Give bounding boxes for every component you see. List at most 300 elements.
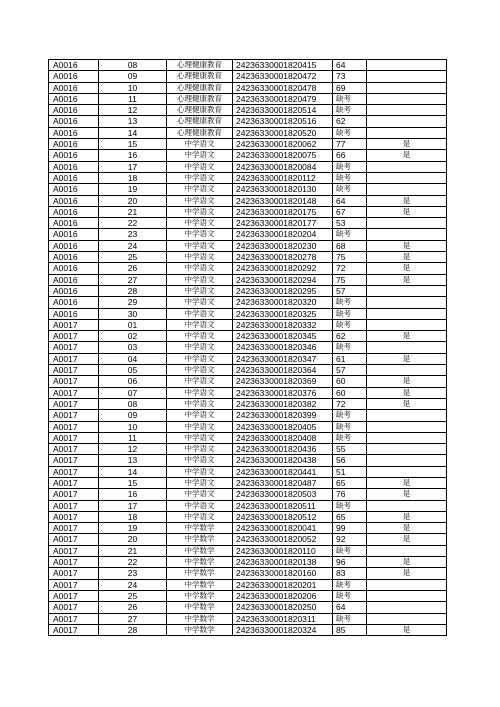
exam-number-cell: 24236330001820311 [233,613,333,624]
position-code-cell: A0016 [49,218,99,229]
seat-number-cell: 18 [99,172,167,183]
exam-number-cell: 24236330001820408 [233,432,333,443]
score-cell: 缺考 [333,410,367,421]
exam-number-cell: 24236330001820294 [233,274,333,285]
seat-number-cell: 24 [99,579,167,590]
exam-number-cell: 24236330001820512 [233,511,333,522]
subject-cell: 中学语文 [167,206,233,217]
table-row [49,365,447,376]
seat-number-cell: 01 [99,319,167,330]
qualified-flag-cell: 是 [367,557,447,568]
subject-cell: 中学语文 [167,421,233,432]
score-cell: 缺考 [333,229,367,240]
table-row [49,432,447,443]
seat-number-cell: 23 [99,568,167,579]
position-code-cell: A0017 [49,466,99,477]
qualified-flag-cell: 是 [367,568,447,579]
score-cell: 68 [333,240,367,251]
subject-cell: 中学语文 [167,489,233,500]
exam-number-cell: 24236330001820436 [233,444,333,455]
score-cell: 缺考 [333,432,367,443]
table-row [49,500,447,511]
qualified-flag-cell [367,545,447,556]
position-code-cell: A0016 [49,60,99,71]
subject-cell: 心理健康教育 [167,60,233,71]
subject-cell: 中学语文 [167,432,233,443]
score-cell: 缺考 [333,161,367,172]
qualified-flag-cell [367,116,447,127]
position-code-cell: A0016 [49,82,99,93]
score-cell: 64 [333,60,367,71]
position-code-cell: A0017 [49,477,99,488]
subject-cell: 中学语文 [167,365,233,376]
subject-cell: 中学语文 [167,387,233,398]
score-cell: 96 [333,557,367,568]
qualified-flag-cell [367,184,447,195]
score-cell: 61 [333,353,367,364]
qualified-flag-cell: 是 [367,331,447,342]
exam-number-cell: 24236330001820441 [233,466,333,477]
qualified-flag-cell: 是 [367,195,447,206]
seat-number-cell: 13 [99,455,167,466]
table-row [49,590,447,601]
seat-number-cell: 15 [99,477,167,488]
seat-number-cell: 08 [99,60,167,71]
subject-cell: 中学数学 [167,613,233,624]
score-cell: 55 [333,444,367,455]
table-row [49,116,447,127]
exam-number-cell: 24236330001820110 [233,545,333,556]
position-code-cell: A0017 [49,353,99,364]
subject-cell: 中学语文 [167,240,233,251]
seat-number-cell: 27 [99,274,167,285]
table-row [49,184,447,195]
score-cell: 66 [333,150,367,161]
score-cell: 92 [333,534,367,545]
position-code-cell: A0017 [49,545,99,556]
subject-cell: 中学语文 [167,195,233,206]
score-cell: 85 [333,624,367,635]
score-cell: 69 [333,82,367,93]
seat-number-cell: 25 [99,590,167,601]
score-cell: 缺考 [333,342,367,353]
score-cell: 缺考 [333,105,367,116]
table-row [49,252,447,263]
position-code-cell: A0016 [49,184,99,195]
exam-number-cell: 24236330001820345 [233,331,333,342]
table-row [49,127,447,138]
seat-number-cell: 23 [99,229,167,240]
exam-number-cell: 24236330001820516 [233,116,333,127]
exam-number-cell: 24236330001820052 [233,534,333,545]
results-table [48,59,447,636]
seat-number-cell: 05 [99,365,167,376]
exam-number-cell: 24236330001820479 [233,93,333,104]
subject-cell: 中学语文 [167,376,233,387]
exam-number-cell: 24236330001820138 [233,557,333,568]
seat-number-cell: 21 [99,206,167,217]
seat-number-cell: 11 [99,93,167,104]
table-row [49,410,447,421]
score-cell: 53 [333,218,367,229]
score-cell: 57 [333,365,367,376]
position-code-cell: A0016 [49,274,99,285]
score-cell: 缺考 [333,308,367,319]
seat-number-cell: 29 [99,297,167,308]
position-code-cell: A0017 [49,613,99,624]
exam-number-cell: 24236330001820160 [233,568,333,579]
subject-cell: 中学语文 [167,444,233,455]
subject-cell: 中学语文 [167,150,233,161]
subject-cell: 中学语文 [167,172,233,183]
seat-number-cell: 20 [99,195,167,206]
subject-cell: 中学语文 [167,252,233,263]
qualified-flag-cell [367,365,447,376]
score-cell: 76 [333,489,367,500]
exam-number-cell: 24236330001820438 [233,455,333,466]
qualified-flag-cell: 是 [367,489,447,500]
subject-cell: 中学语文 [167,218,233,229]
qualified-flag-cell [367,127,447,138]
position-code-cell: A0017 [49,319,99,330]
score-cell: 75 [333,252,367,263]
exam-number-cell: 24236330001820364 [233,365,333,376]
qualified-flag-cell [367,602,447,613]
exam-number-cell: 24236330001820175 [233,206,333,217]
table-row [49,489,447,500]
seat-number-cell: 14 [99,127,167,138]
exam-number-cell: 24236330001820062 [233,139,333,150]
score-cell: 62 [333,331,367,342]
position-code-cell: A0016 [49,297,99,308]
position-code-cell: A0017 [49,365,99,376]
table-row [49,624,447,635]
table-row [49,477,447,488]
position-code-cell: A0016 [49,252,99,263]
exam-number-cell: 24236330001820415 [233,60,333,71]
exam-number-cell: 24236330001820487 [233,477,333,488]
exam-number-cell: 24236330001820177 [233,218,333,229]
qualified-flag-cell [367,613,447,624]
seat-number-cell: 09 [99,71,167,82]
qualified-flag-cell: 是 [367,274,447,285]
score-cell: 77 [333,139,367,150]
position-code-cell: A0016 [49,240,99,251]
table-row [49,93,447,104]
seat-number-cell: 30 [99,308,167,319]
subject-cell: 中学语文 [167,477,233,488]
seat-number-cell: 25 [99,252,167,263]
position-code-cell: A0017 [49,342,99,353]
exam-number-cell: 24236330001820278 [233,252,333,263]
exam-number-cell: 24236330001820399 [233,410,333,421]
exam-number-cell: 24236330001820130 [233,184,333,195]
subject-cell: 心理健康教育 [167,82,233,93]
position-code-cell: A0016 [49,195,99,206]
position-code-cell: A0017 [49,331,99,342]
position-code-cell: A0016 [49,308,99,319]
qualified-flag-cell: 是 [367,624,447,635]
subject-cell: 中学语文 [167,184,233,195]
subject-cell: 中学语文 [167,511,233,522]
seat-number-cell: 09 [99,410,167,421]
qualified-flag-cell: 是 [367,263,447,274]
exam-number-cell: 24236330001820472 [233,71,333,82]
table-row [49,579,447,590]
qualified-flag-cell [367,161,447,172]
table-row [49,421,447,432]
score-cell: 缺考 [333,545,367,556]
position-code-cell: A0016 [49,93,99,104]
position-code-cell: A0017 [49,387,99,398]
qualified-flag-cell [367,444,447,455]
qualified-flag-cell [367,455,447,466]
subject-cell: 中学语文 [167,263,233,274]
position-code-cell: A0017 [49,489,99,500]
score-cell: 缺考 [333,319,367,330]
seat-number-cell: 11 [99,432,167,443]
position-code-cell: A0017 [49,624,99,635]
subject-cell: 中学数学 [167,602,233,613]
position-code-cell: A0017 [49,432,99,443]
table-row [49,613,447,624]
qualified-flag-cell [367,60,447,71]
seat-number-cell: 12 [99,444,167,455]
score-cell: 缺考 [333,127,367,138]
score-cell: 缺考 [333,579,367,590]
exam-number-cell: 24236330001820511 [233,500,333,511]
score-cell: 缺考 [333,93,367,104]
score-cell: 73 [333,71,367,82]
table-row [49,161,447,172]
qualified-flag-cell: 是 [367,523,447,534]
exam-number-cell: 24236330001820347 [233,353,333,364]
table-row [49,218,447,229]
exam-number-cell: 24236330001820295 [233,285,333,296]
position-code-cell: A0017 [49,557,99,568]
table-row [49,60,447,71]
position-code-cell: A0017 [49,421,99,432]
qualified-flag-cell [367,432,447,443]
position-code-cell: A0016 [49,285,99,296]
exam-number-cell: 24236330001820148 [233,195,333,206]
qualified-flag-cell [367,590,447,601]
position-code-cell: A0017 [49,579,99,590]
subject-cell: 中学语文 [167,398,233,409]
position-code-cell: A0016 [49,105,99,116]
qualified-flag-cell [367,308,447,319]
qualified-flag-cell [367,285,447,296]
seat-number-cell: 14 [99,466,167,477]
score-cell: 缺考 [333,172,367,183]
seat-number-cell: 15 [99,139,167,150]
score-cell: 缺考 [333,421,367,432]
position-code-cell: A0017 [49,500,99,511]
table-row [49,342,447,353]
position-code-cell: A0017 [49,455,99,466]
exam-number-cell: 24236330001820292 [233,263,333,274]
results-table-body [49,60,447,636]
position-code-cell: A0017 [49,590,99,601]
exam-number-cell: 24236330001820324 [233,624,333,635]
qualified-flag-cell: 是 [367,376,447,387]
seat-number-cell: 10 [99,421,167,432]
table-row [49,285,447,296]
score-cell: 57 [333,285,367,296]
seat-number-cell: 22 [99,557,167,568]
position-code-cell: A0017 [49,444,99,455]
table-row [49,398,447,409]
exam-number-cell: 24236330001820520 [233,127,333,138]
exam-number-cell: 24236330001820206 [233,590,333,601]
exam-number-cell: 24236330001820075 [233,150,333,161]
qualified-flag-cell: 是 [367,534,447,545]
table-row [49,455,447,466]
qualified-flag-cell [367,218,447,229]
qualified-flag-cell: 是 [367,398,447,409]
position-code-cell: A0016 [49,161,99,172]
seat-number-cell: 24 [99,240,167,251]
seat-number-cell: 21 [99,545,167,556]
qualified-flag-cell [367,579,447,590]
subject-cell: 中学数学 [167,545,233,556]
exam-number-cell: 24236330001820041 [233,523,333,534]
subject-cell: 中学数学 [167,590,233,601]
position-code-cell: A0017 [49,376,99,387]
subject-cell: 中学语文 [167,308,233,319]
subject-cell: 中学语文 [167,331,233,342]
seat-number-cell: 28 [99,285,167,296]
subject-cell: 中学语文 [167,410,233,421]
seat-number-cell: 17 [99,500,167,511]
table-row [49,308,447,319]
subject-cell: 中学语文 [167,455,233,466]
subject-cell: 心理健康教育 [167,127,233,138]
seat-number-cell: 16 [99,489,167,500]
score-cell: 65 [333,511,367,522]
position-code-cell: A0017 [49,602,99,613]
subject-cell: 中学语文 [167,353,233,364]
qualified-flag-cell [367,297,447,308]
subject-cell: 心理健康教育 [167,105,233,116]
exam-number-cell: 24236330001820405 [233,421,333,432]
seat-number-cell: 22 [99,218,167,229]
qualified-flag-cell [367,229,447,240]
qualified-flag-cell: 是 [367,240,447,251]
table-row [49,376,447,387]
seat-number-cell: 02 [99,331,167,342]
table-row [49,319,447,330]
table-row [49,82,447,93]
table-row [49,274,447,285]
table-row [49,263,447,274]
score-cell: 缺考 [333,500,367,511]
table-row [49,71,447,82]
subject-cell: 中学数学 [167,568,233,579]
score-cell: 72 [333,263,367,274]
position-code-cell: A0017 [49,568,99,579]
exam-number-cell: 24236330001820320 [233,297,333,308]
subject-cell: 中学语文 [167,319,233,330]
seat-number-cell: 20 [99,534,167,545]
qualified-flag-cell: 是 [367,206,447,217]
position-code-cell: A0016 [49,150,99,161]
subject-cell: 心理健康教育 [167,71,233,82]
table-row [49,534,447,545]
table-row [49,240,447,251]
seat-number-cell: 27 [99,613,167,624]
table-row [49,139,447,150]
position-code-cell: A0017 [49,511,99,522]
subject-cell: 中学语文 [167,500,233,511]
position-code-cell: A0016 [49,229,99,240]
subject-cell: 中学语文 [167,285,233,296]
qualified-flag-cell [367,342,447,353]
exam-number-cell: 24236330001820346 [233,342,333,353]
qualified-flag-cell [367,466,447,477]
qualified-flag-cell: 是 [367,139,447,150]
seat-number-cell: 13 [99,116,167,127]
subject-cell: 心理健康教育 [167,93,233,104]
subject-cell: 中学语文 [167,229,233,240]
position-code-cell: A0017 [49,410,99,421]
exam-number-cell: 24236330001820376 [233,387,333,398]
score-cell: 62 [333,116,367,127]
exam-number-cell: 24236330001820250 [233,602,333,613]
score-cell: 64 [333,195,367,206]
score-cell: 56 [333,455,367,466]
seat-number-cell: 07 [99,387,167,398]
exam-number-cell: 24236330001820369 [233,376,333,387]
position-code-cell: A0017 [49,523,99,534]
exam-number-cell: 24236330001820201 [233,579,333,590]
subject-cell: 心理健康教育 [167,116,233,127]
qualified-flag-cell [367,93,447,104]
table-row [49,297,447,308]
subject-cell: 中学数学 [167,557,233,568]
position-code-cell: A0017 [49,398,99,409]
position-code-cell: A0016 [49,139,99,150]
seat-number-cell: 19 [99,184,167,195]
score-cell: 缺考 [333,297,367,308]
table-row [49,195,447,206]
position-code-cell: A0016 [49,71,99,82]
table-row [49,172,447,183]
score-cell: 72 [333,398,367,409]
subject-cell: 中学语文 [167,161,233,172]
subject-cell: 中学语文 [167,274,233,285]
qualified-flag-cell [367,421,447,432]
score-cell: 缺考 [333,590,367,601]
seat-number-cell: 19 [99,523,167,534]
table-row [49,545,447,556]
qualified-flag-cell [367,71,447,82]
table-row [49,466,447,477]
position-code-cell: A0016 [49,127,99,138]
exam-number-cell: 24236330001820382 [233,398,333,409]
qualified-flag-cell [367,500,447,511]
table-row [49,206,447,217]
qualified-flag-cell [367,105,447,116]
qualified-flag-cell: 是 [367,353,447,364]
score-cell: 65 [333,477,367,488]
qualified-flag-cell: 是 [367,387,447,398]
table-row [49,229,447,240]
table-row [49,353,447,364]
seat-number-cell: 03 [99,342,167,353]
score-cell: 75 [333,274,367,285]
seat-number-cell: 08 [99,398,167,409]
